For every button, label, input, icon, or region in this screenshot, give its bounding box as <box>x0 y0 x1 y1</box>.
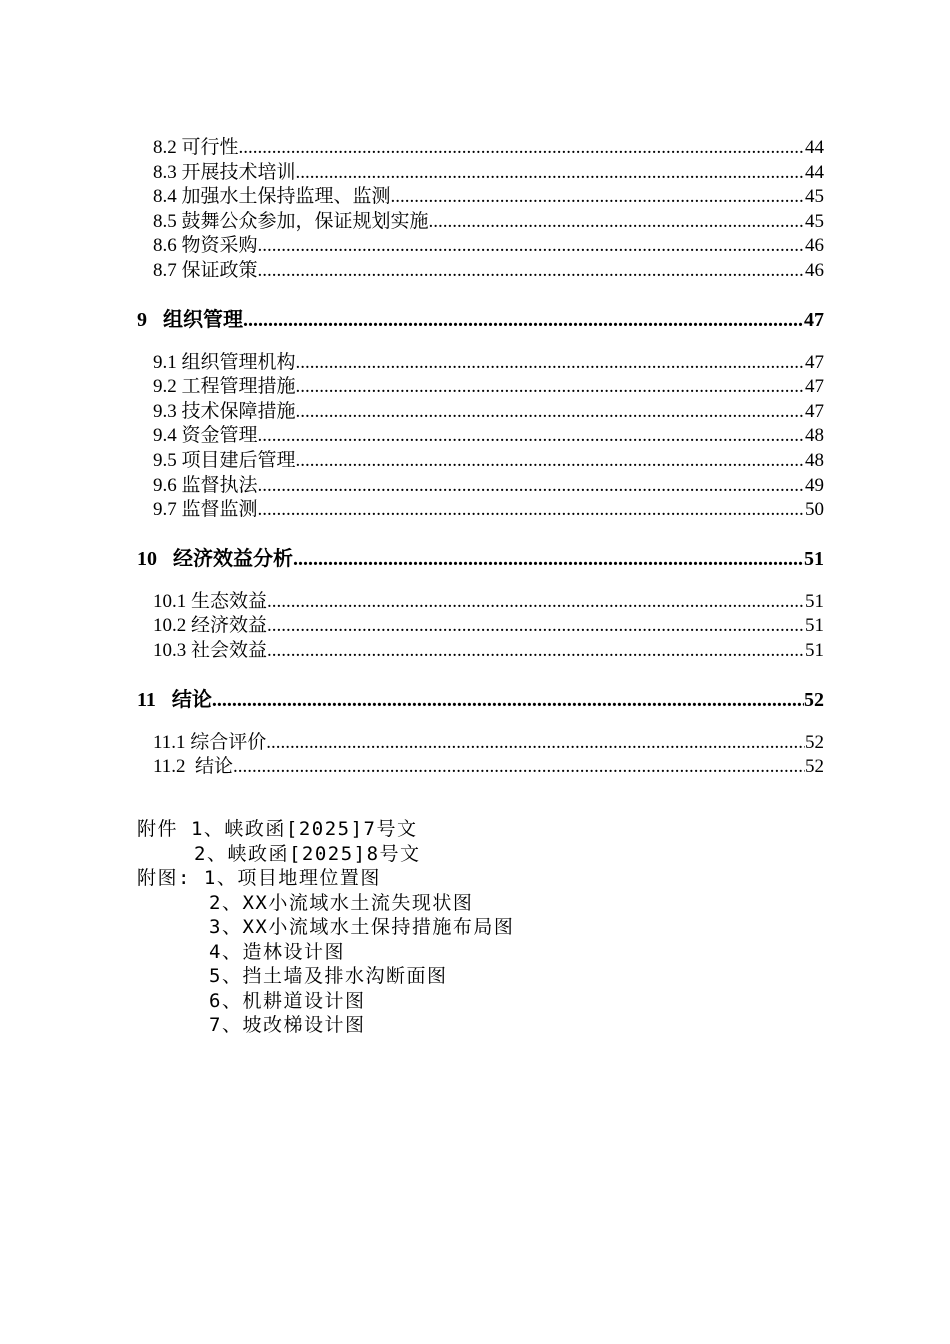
attachments-list <box>137 817 514 1038</box>
toc-entry-page: 48 <box>805 449 824 471</box>
attachment-files-label: 附件 <box>137 818 179 840</box>
toc-entry-page: 52 <box>805 731 824 753</box>
toc-chapter-page: 52 <box>804 688 824 711</box>
toc-entry-page: 51 <box>805 639 824 661</box>
toc-entry-page: 47 <box>805 376 824 398</box>
toc-entry-page: 47 <box>805 351 824 373</box>
toc-leader-dots <box>212 686 804 714</box>
chapter-title: 组织管理 <box>163 308 243 331</box>
toc-entry-page: 45 <box>805 210 824 232</box>
toc-entry[interactable] <box>137 590 824 615</box>
toc-leader-dots <box>258 424 805 449</box>
toc-entry-label: 10.2 经济效益 <box>153 615 268 637</box>
toc-leader-dots <box>391 185 805 210</box>
toc-leader-dots <box>296 161 805 186</box>
toc-entry-label: 11.1 综合评价 <box>153 731 267 753</box>
toc-entry[interactable] <box>137 400 824 425</box>
toc-entry-page: 50 <box>805 499 824 521</box>
toc-leader-dots <box>266 731 805 756</box>
attachment-figure-line <box>137 1013 514 1038</box>
attachment-figure: 2、XX小流域水土流失现状图 <box>209 891 474 914</box>
toc-entry-label: 8.7 保证政策 <box>153 259 258 281</box>
toc-entry-page: 44 <box>805 161 824 183</box>
attachment-figure: 6、机耕道设计图 <box>209 989 366 1012</box>
attachment-figures-label: 附图: <box>137 867 191 889</box>
toc-entry-page: 52 <box>805 756 824 778</box>
attachment-figure: 3、XX小流域水土保持措施布局图 <box>209 916 515 938</box>
attachment-figure-line <box>137 964 514 989</box>
toc-entry[interactable] <box>137 474 824 499</box>
toc-leader-dots <box>258 234 805 259</box>
toc-entry[interactable] <box>137 136 824 161</box>
toc-entry[interactable] <box>137 498 824 523</box>
toc-chapter-10[interactable] <box>137 545 824 573</box>
toc-entry[interactable] <box>137 375 824 400</box>
toc-entry-page: 45 <box>805 186 824 208</box>
toc-entry[interactable] <box>137 639 824 664</box>
toc-entry-label: 9.2 工程管理措施 <box>153 376 296 398</box>
chapter-title: 结论 <box>171 688 212 711</box>
attachment-files-line-1 <box>137 817 514 842</box>
toc-entry-label: 9.4 资金管理 <box>153 425 258 447</box>
toc-leader-dots <box>296 351 805 376</box>
attachment-figure-line <box>137 940 514 965</box>
attachment-figure: 4、造林设计图 <box>209 940 345 963</box>
toc-entry[interactable] <box>137 351 824 376</box>
toc-leader-dots <box>258 259 805 284</box>
toc-entry-label: 8.2 可行性 <box>153 137 239 158</box>
chapter-number: 11 <box>137 688 156 711</box>
toc-entry-page: 48 <box>805 425 824 447</box>
toc-entry[interactable] <box>137 449 824 474</box>
toc-entry-label: 9.3 技术保障措施 <box>153 400 296 422</box>
attachment-figure-line <box>137 915 514 940</box>
attachment-files-line-2 <box>137 842 514 867</box>
attachment-figure-line <box>137 891 514 916</box>
toc-chapter-page: 47 <box>804 308 824 331</box>
toc-entry-page: 47 <box>805 400 824 422</box>
toc-entry-label: 8.3 开展技术培训 <box>153 161 296 183</box>
toc-entry-label: 8.5 鼓舞公众参加，保证规划实施 <box>153 210 429 232</box>
toc-entry-label: 9.6 监督执法 <box>153 474 258 496</box>
toc-entry-label: 8.4 加强水土保持监理、监测 <box>153 186 391 208</box>
toc-chapter-page: 51 <box>804 547 824 570</box>
toc-leader-dots <box>243 306 804 334</box>
toc-leader-dots <box>258 498 805 523</box>
toc-entry-page: 44 <box>805 137 824 158</box>
toc-entry-label: 11.2 结论 <box>153 756 234 778</box>
attachment-figures-line-1 <box>137 866 514 891</box>
toc-entry-page: 49 <box>805 474 824 496</box>
toc-entry-page: 46 <box>805 235 824 257</box>
chapter-title: 经济效益分析 <box>173 547 293 570</box>
attachment-figure: 7、坡改梯设计图 <box>209 1014 366 1036</box>
toc-leader-dots <box>296 400 805 425</box>
toc-chapter-9[interactable] <box>137 306 824 334</box>
toc-entry[interactable] <box>137 210 824 235</box>
toc-entry[interactable] <box>137 424 824 449</box>
toc-leader-dots <box>239 136 805 161</box>
chapter-number: 9 <box>137 308 147 331</box>
toc-leader-dots <box>267 639 805 664</box>
toc-entry-page: 51 <box>805 615 824 637</box>
toc-entry[interactable] <box>137 234 824 259</box>
toc-entry-label: 9.1 组织管理机构 <box>153 351 296 373</box>
toc-entry[interactable] <box>137 185 824 210</box>
toc-entry[interactable] <box>137 755 824 780</box>
toc-entry[interactable] <box>137 731 824 756</box>
toc-entry-page: 51 <box>805 590 824 612</box>
toc-entry-label: 8.6 物资采购 <box>153 235 258 257</box>
toc-entry-page: 46 <box>805 259 824 281</box>
toc-leader-dots <box>296 449 805 474</box>
attachment-file: 2、峡政函[2025]8号文 <box>194 842 421 865</box>
toc-leader-dots <box>293 545 804 573</box>
attachment-figure: 1、项目地理位置图 <box>203 867 381 889</box>
toc-entry-label: 9.5 项目建后管理 <box>153 449 296 471</box>
toc-entry[interactable] <box>137 161 824 186</box>
toc-entry-label: 10.3 社会效益 <box>153 639 268 661</box>
toc-entry-label: 9.7 监督监测 <box>153 499 258 521</box>
toc-entry-label: 10.1 生态效益 <box>153 590 268 612</box>
toc-chapter-11[interactable] <box>137 686 824 714</box>
toc-leader-dots <box>258 474 805 499</box>
attachment-file: 1、峡政函[2025]7号文 <box>190 818 418 840</box>
attachment-figure: 5、挡土墙及排水沟断面图 <box>209 965 448 987</box>
toc-leader-dots <box>267 590 805 615</box>
toc-entry[interactable] <box>137 614 824 639</box>
table-of-contents <box>137 136 824 780</box>
toc-leader-dots <box>429 210 805 235</box>
toc-leader-dots <box>296 375 805 400</box>
toc-entry[interactable] <box>137 259 824 284</box>
toc-leader-dots <box>233 755 805 780</box>
attachment-figure-line <box>137 989 514 1014</box>
toc-leader-dots <box>267 614 805 639</box>
chapter-number: 10 <box>137 547 157 570</box>
